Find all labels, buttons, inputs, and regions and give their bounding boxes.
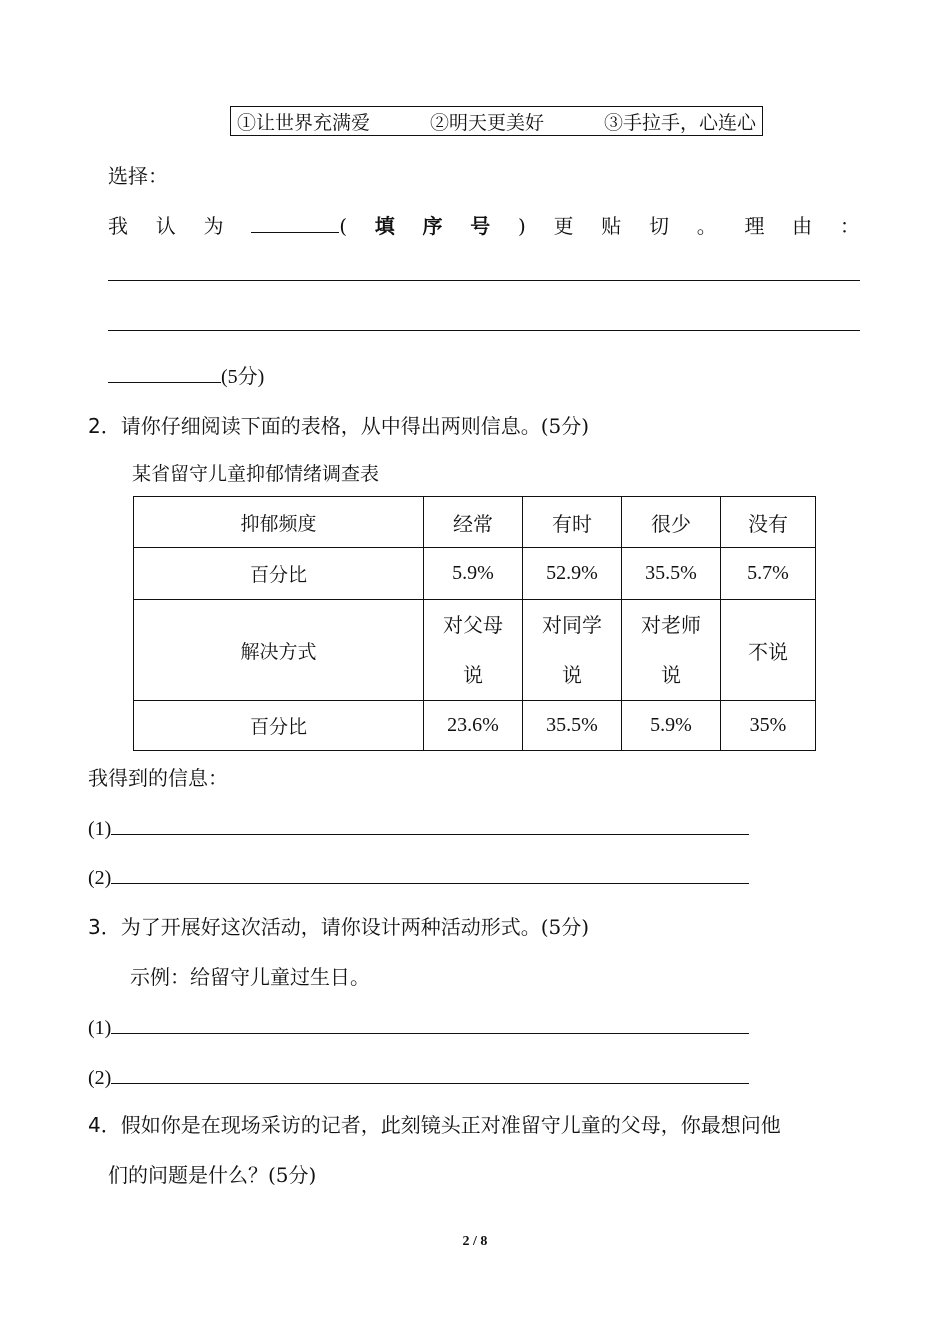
word: 由 bbox=[792, 214, 813, 238]
word: 为 bbox=[203, 214, 224, 238]
reason-end-line bbox=[108, 360, 264, 389]
hint-char: 号 bbox=[470, 214, 491, 238]
answer-blank[interactable] bbox=[108, 360, 221, 383]
table-cell: 很少 bbox=[622, 497, 721, 548]
answer-line[interactable] bbox=[108, 280, 860, 281]
row-label: 百分比 bbox=[134, 701, 424, 751]
answer-item bbox=[88, 1061, 749, 1090]
table-cell: 5.9% bbox=[424, 548, 523, 600]
answer-item bbox=[88, 812, 749, 841]
question-text: 为了开展好这次活动，请你设计两种活动形式。(5分) bbox=[120, 915, 590, 939]
page-number: 2 / 8 bbox=[462, 1234, 488, 1249]
cell-line: 说 bbox=[562, 663, 582, 687]
table-row bbox=[134, 548, 816, 600]
table-cell: 不说 bbox=[721, 600, 816, 701]
table-cell: 35.5% bbox=[523, 701, 622, 751]
question-4 bbox=[88, 1109, 781, 1138]
word: 切 bbox=[648, 214, 669, 238]
answer-blank[interactable] bbox=[111, 861, 749, 884]
word: 认 bbox=[155, 214, 176, 238]
word: 我 bbox=[108, 214, 128, 238]
paren-close: ) bbox=[517, 214, 526, 238]
answer-line[interactable] bbox=[108, 330, 860, 331]
table-cell: 35% bbox=[721, 701, 816, 751]
table-cell: 有时 bbox=[523, 497, 622, 548]
question-4-line-2: 们的问题是什么？(5分) bbox=[108, 1163, 317, 1187]
info-label: 我得到的信息： bbox=[88, 766, 228, 790]
word: ： bbox=[839, 214, 860, 238]
answer-blank[interactable] bbox=[111, 1061, 749, 1084]
survey-table bbox=[133, 496, 816, 751]
choose-label: 选择： bbox=[108, 164, 168, 188]
table-row bbox=[134, 600, 816, 701]
row-label: 解决方式 bbox=[134, 600, 424, 701]
answer-blank[interactable] bbox=[111, 812, 749, 835]
cell-line: 对父母 bbox=[443, 613, 503, 637]
table-cell: 经常 bbox=[424, 497, 523, 548]
example-text: 示例：给留守儿童过生日。 bbox=[130, 965, 370, 989]
table-cell: 5.7% bbox=[721, 548, 816, 600]
paren-open: ( bbox=[339, 214, 348, 238]
word: 理 bbox=[744, 214, 765, 238]
word: 。 bbox=[696, 214, 717, 238]
question-number: 4． bbox=[88, 1113, 121, 1137]
cell-line: 说 bbox=[463, 663, 483, 687]
fill-slot bbox=[251, 210, 347, 238]
table-cell: 5.9% bbox=[622, 701, 721, 751]
table-cell bbox=[622, 600, 721, 701]
table-title: 某省留守儿童抑郁情绪调查表 bbox=[132, 463, 380, 485]
answer-blank[interactable] bbox=[111, 1011, 749, 1034]
question-number: 3． bbox=[88, 915, 121, 939]
question-number: 2． bbox=[88, 414, 121, 438]
item-number: (2) bbox=[88, 867, 112, 889]
item-number: (2) bbox=[88, 1067, 112, 1089]
table-cell: 35.5% bbox=[622, 548, 721, 600]
option-1: ①让世界充满爱 bbox=[237, 111, 371, 134]
word: 贴 bbox=[601, 214, 622, 238]
table-row bbox=[134, 701, 816, 751]
answer-item bbox=[88, 861, 749, 890]
table-cell: 没有 bbox=[721, 497, 816, 548]
item-number: (1) bbox=[88, 818, 112, 840]
answer-blank[interactable] bbox=[251, 210, 339, 233]
question-text: 请你仔细阅读下面的表格，从中得出两则信息。(5分) bbox=[120, 414, 590, 438]
option-3: ③手拉手，心连心 bbox=[603, 111, 756, 134]
answer-item bbox=[88, 1011, 749, 1040]
option-2: ②明天更美好 bbox=[429, 111, 544, 134]
question-text: 假如你是在现场采访的记者，此刻镜头正对准留守儿童的父母，你最想问他 bbox=[120, 1113, 781, 1137]
table-cell bbox=[523, 600, 622, 701]
score: (5分) bbox=[221, 366, 265, 388]
question-2 bbox=[88, 410, 589, 439]
hint-char: 填 bbox=[374, 214, 395, 238]
options-box bbox=[230, 106, 763, 136]
row-label: 百分比 bbox=[134, 548, 424, 600]
cell-line: 对老师 bbox=[641, 613, 701, 637]
row-label: 抑郁频度 bbox=[134, 497, 424, 548]
cell-line: 对同学 bbox=[542, 613, 602, 637]
hint-char: 序 bbox=[422, 214, 443, 238]
cell-line: 说 bbox=[661, 663, 681, 687]
word: 更 bbox=[553, 214, 574, 238]
table-cell bbox=[424, 600, 523, 701]
choose-sentence bbox=[108, 210, 860, 239]
item-number: (1) bbox=[88, 1017, 112, 1039]
table-cell: 23.6% bbox=[424, 701, 523, 751]
question-3 bbox=[88, 911, 589, 940]
table-row bbox=[134, 497, 816, 548]
table-cell: 52.9% bbox=[523, 548, 622, 600]
